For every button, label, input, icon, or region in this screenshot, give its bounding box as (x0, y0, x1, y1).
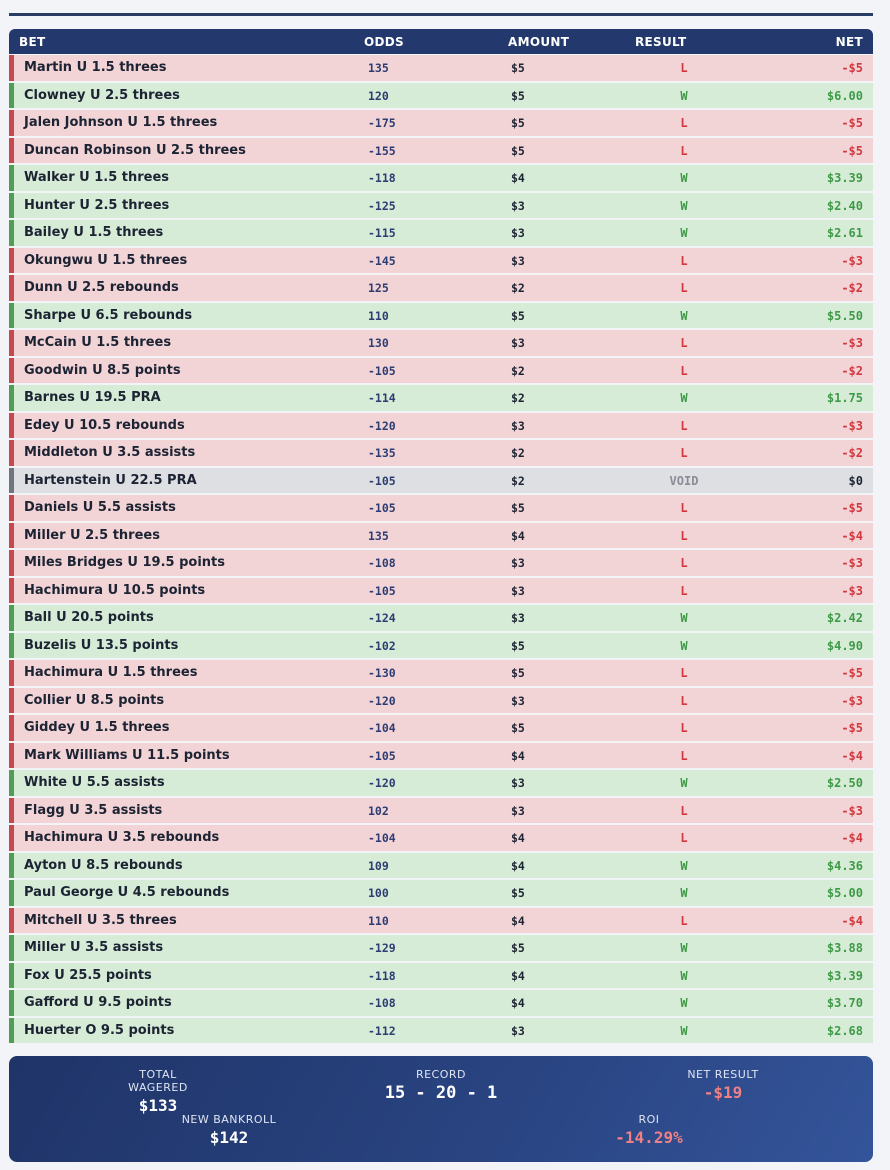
bet-cell: Mark Williams U 11.5 points (24, 747, 230, 763)
bet-cell: Miles Bridges U 19.5 points (24, 555, 225, 570)
table-row (9, 468, 873, 494)
net-result-value: -$19 (703, 1083, 743, 1102)
amount-cell: $4 (511, 748, 525, 763)
bet-cell: Walker U 1.5 threes (24, 170, 170, 185)
net-cell: -$4 (841, 913, 863, 928)
result-cell: L (680, 528, 688, 543)
odds-cell: 109 (368, 858, 389, 873)
bet-cell: Edey U 10.5 rebounds (24, 417, 185, 433)
table-row (9, 330, 873, 356)
result-cell: W (680, 226, 688, 240)
roi-label: ROI (638, 1113, 660, 1126)
amount-cell: $4 (511, 171, 525, 185)
table-row (9, 275, 873, 301)
net-cell: -$3 (841, 803, 863, 818)
odds-cell: 135 (368, 528, 389, 543)
odds-cell: 135 (368, 61, 389, 75)
bet-cell: Jalen Johnson U 1.5 threes (24, 115, 218, 130)
amount-cell: $5 (511, 501, 525, 515)
bet-cell: Miller U 2.5 threes (24, 527, 160, 543)
odds-cell: -108 (368, 996, 396, 1010)
odds-cell: -120 (368, 418, 396, 433)
odds-cell: -130 (368, 666, 396, 680)
bet-cell: Huerter O 9.5 points (24, 1022, 175, 1038)
net-cell: -$5 (841, 61, 863, 75)
odds-cell: -145 (368, 253, 396, 268)
bet-cell: Giddey U 1.5 threes (24, 720, 170, 735)
table-row (9, 248, 873, 274)
table-row (9, 853, 873, 879)
total-wagered-label: TOTAL WAGERED (128, 1068, 188, 1094)
result-cell: W (680, 1023, 688, 1038)
bet-cell: Gafford U 9.5 points (24, 995, 172, 1010)
odds-cell: -129 (368, 941, 396, 955)
result-cell: L (680, 253, 688, 268)
bet-cell: Barnes U 19.5 PRA (24, 390, 161, 405)
amount-cell: $5 (511, 61, 525, 75)
bet-cell: Daniels U 5.5 assists (24, 500, 176, 515)
odds-cell: -105 (368, 501, 396, 515)
result-cell: L (680, 61, 688, 75)
bet-cell: Hunter U 2.5 threes (24, 197, 170, 213)
total-wagered-stat (108, 1068, 208, 1115)
amount-cell: $2 (511, 363, 525, 378)
table-row (9, 220, 873, 246)
result-cell: L (680, 693, 688, 708)
new-bankroll-stat (169, 1113, 289, 1147)
net-cell: $2.50 (826, 776, 863, 790)
net-cell: $4.36 (826, 858, 863, 873)
summary-panel (9, 1056, 873, 1162)
result-cell: W (680, 941, 688, 955)
net-cell: $6.00 (826, 88, 863, 103)
header-net: NET (835, 35, 863, 49)
result-cell: L (680, 803, 688, 818)
record-stat (341, 1068, 541, 1103)
result-cell: VOID (669, 473, 699, 488)
bet-cell: Martin U 1.5 threes (24, 60, 167, 75)
amount-cell: $3 (511, 583, 525, 598)
table-row (9, 605, 873, 631)
header-result: RESULT (635, 35, 687, 49)
table-row (9, 440, 873, 466)
amount-cell: $3 (511, 336, 525, 350)
net-cell: $3.88 (826, 941, 863, 955)
table-row (9, 578, 873, 604)
result-cell: W (680, 391, 688, 405)
header-amount: AMOUNT (508, 35, 570, 49)
bet-cell: Buzelis U 13.5 points (24, 637, 179, 653)
net-cell: -$3 (841, 336, 863, 350)
amount-cell: $5 (511, 666, 525, 680)
net-cell: $5.50 (826, 308, 863, 323)
odds-cell: -118 (368, 171, 396, 185)
net-cell: -$4 (841, 748, 863, 763)
amount-cell: $4 (511, 858, 525, 873)
net-cell: -$5 (841, 143, 863, 158)
result-cell: L (680, 143, 688, 158)
bet-cell: Hachimura U 1.5 threes (24, 665, 198, 680)
bet-cell: Sharpe U 6.5 rebounds (24, 307, 193, 323)
result-cell: L (680, 281, 688, 295)
table-row (9, 550, 873, 576)
odds-cell: -175 (368, 116, 396, 130)
result-cell: L (680, 666, 688, 680)
net-cell: -$3 (841, 693, 863, 708)
amount-cell: $5 (511, 88, 525, 103)
odds-cell: 110 (368, 913, 389, 928)
bet-cell: White U 5.5 assists (24, 775, 165, 790)
net-cell: $2.68 (826, 1023, 863, 1038)
net-cell: $2.42 (826, 611, 863, 625)
header-odds: ODDS (364, 35, 404, 49)
result-cell: W (680, 308, 688, 323)
bet-cell: Ayton U 8.5 rebounds (24, 857, 183, 873)
table-row (9, 798, 873, 824)
record-value: 15 - 20 - 1 (384, 1083, 498, 1103)
bet-cell: Hachimura U 3.5 rebounds (24, 830, 220, 845)
net-cell: -$3 (841, 556, 863, 570)
bet-cell: Middleton U 3.5 assists (24, 445, 196, 460)
result-cell: W (680, 968, 688, 983)
table-row (9, 963, 873, 989)
table-row (9, 495, 873, 521)
odds-cell: -120 (368, 776, 396, 790)
bet-cell: Bailey U 1.5 threes (24, 225, 164, 240)
bet-cell: Paul George U 4.5 rebounds (24, 885, 230, 900)
odds-cell: -118 (368, 968, 396, 983)
table-row (9, 935, 873, 961)
table-row (9, 743, 873, 769)
amount-cell: $5 (511, 308, 525, 323)
odds-cell: -114 (368, 391, 396, 405)
table-row (9, 825, 873, 851)
result-cell: W (680, 996, 688, 1010)
bet-cell: Hachimura U 10.5 points (24, 582, 206, 598)
result-cell: L (680, 501, 688, 515)
table-row (9, 110, 873, 136)
odds-cell: -124 (368, 611, 396, 625)
table-row (9, 633, 873, 659)
bet-cell: Fox U 25.5 points (24, 967, 152, 983)
result-cell: L (680, 116, 688, 130)
net-cell: $3.70 (826, 996, 863, 1010)
result-cell: W (680, 88, 688, 103)
net-cell: $2.61 (826, 226, 863, 240)
result-cell: W (680, 858, 688, 873)
odds-cell: 110 (368, 308, 389, 323)
result-cell: W (680, 776, 688, 790)
odds-cell: -105 (368, 748, 396, 763)
amount-cell: $5 (511, 638, 525, 653)
odds-cell: 120 (368, 88, 389, 103)
bet-cell: Ball U 20.5 points (24, 610, 154, 625)
table-header (9, 29, 873, 54)
net-cell: $1.75 (826, 391, 863, 405)
odds-cell: 130 (368, 336, 389, 350)
net-cell: -$4 (841, 528, 863, 543)
odds-cell: -108 (368, 556, 396, 570)
amount-cell: $4 (511, 996, 525, 1010)
roi-value: -14.29% (615, 1128, 683, 1147)
amount-cell: $3 (511, 803, 525, 818)
bet-cell: Clowney U 2.5 threes (24, 87, 180, 103)
result-cell: L (680, 336, 688, 350)
odds-cell: -135 (368, 446, 396, 460)
result-cell: L (680, 556, 688, 570)
odds-cell: -102 (368, 638, 396, 653)
amount-cell: $3 (511, 776, 525, 790)
odds-cell: -104 (368, 721, 396, 735)
table-row (9, 908, 873, 934)
new-bankroll-label: NEW BANKROLL (181, 1113, 277, 1126)
table-row (9, 138, 873, 164)
bet-cell: Goodwin U 8.5 points (24, 362, 181, 378)
odds-cell: -155 (368, 143, 396, 158)
net-cell: -$3 (841, 418, 863, 433)
odds-cell: -104 (368, 831, 396, 845)
table-row (9, 1018, 873, 1044)
amount-cell: $4 (511, 913, 525, 928)
table-row (9, 770, 873, 796)
table-row (9, 990, 873, 1016)
header-bet: BET (19, 35, 46, 49)
bet-cell: Flagg U 3.5 assists (24, 802, 163, 818)
amount-cell: $4 (511, 968, 525, 983)
result-cell: L (680, 583, 688, 598)
amount-cell: $2 (511, 281, 525, 295)
result-cell: L (680, 913, 688, 928)
amount-cell: $3 (511, 1023, 525, 1038)
bets-table-body (9, 55, 873, 1045)
result-cell: W (680, 198, 688, 213)
result-cell: L (680, 721, 688, 735)
result-cell: W (680, 886, 688, 900)
table-row (9, 880, 873, 906)
net-cell: -$3 (841, 253, 863, 268)
result-cell: W (680, 638, 688, 653)
net-result-label: NET RESULT (687, 1068, 759, 1081)
amount-cell: $2 (511, 473, 525, 488)
amount-cell: $3 (511, 611, 525, 625)
net-cell: -$5 (841, 501, 863, 515)
amount-cell: $5 (511, 941, 525, 955)
odds-cell: -105 (368, 473, 396, 488)
net-cell: -$4 (841, 831, 863, 845)
table-row (9, 688, 873, 714)
amount-cell: $5 (511, 116, 525, 130)
net-cell: -$3 (841, 583, 863, 598)
result-cell: W (680, 611, 688, 625)
net-cell: -$5 (841, 666, 863, 680)
record-label: RECORD (415, 1068, 467, 1081)
amount-cell: $5 (511, 886, 525, 900)
net-cell: $2.40 (826, 198, 863, 213)
amount-cell: $5 (511, 143, 525, 158)
result-cell: L (680, 748, 688, 763)
net-cell: $3.39 (826, 968, 863, 983)
new-bankroll-value: $142 (209, 1128, 249, 1147)
net-cell: $4.90 (826, 638, 863, 653)
bet-cell: McCain U 1.5 threes (24, 335, 172, 350)
net-result-stat (673, 1068, 773, 1102)
net-cell: -$2 (841, 281, 863, 295)
bet-cell: Duncan Robinson U 2.5 threes (24, 142, 246, 158)
bet-cell: Okungwu U 1.5 threes (24, 252, 188, 268)
odds-cell: -125 (368, 198, 396, 213)
net-cell: $3.39 (826, 171, 863, 185)
amount-cell: $2 (511, 446, 525, 460)
net-cell: -$2 (841, 446, 863, 460)
bet-cell: Miller U 3.5 assists (24, 940, 164, 955)
table-row (9, 358, 873, 384)
odds-cell: -115 (368, 226, 396, 240)
table-row (9, 413, 873, 439)
odds-cell: 100 (368, 886, 389, 900)
odds-cell: -112 (368, 1023, 396, 1038)
result-cell: W (680, 171, 688, 185)
net-cell: -$5 (841, 721, 863, 735)
top-divider (9, 13, 873, 16)
amount-cell: $3 (511, 418, 525, 433)
table-row (9, 193, 873, 219)
amount-cell: $4 (511, 831, 525, 845)
amount-cell: $3 (511, 556, 525, 570)
amount-cell: $3 (511, 693, 525, 708)
table-row (9, 165, 873, 191)
table-row (9, 303, 873, 329)
odds-cell: -120 (368, 693, 396, 708)
odds-cell: -105 (368, 363, 396, 378)
amount-cell: $4 (511, 528, 525, 543)
result-cell: L (680, 446, 688, 460)
total-wagered-value: $133 (138, 1096, 178, 1115)
odds-cell: 102 (368, 803, 389, 818)
net-cell: $5.00 (826, 886, 863, 900)
net-cell: -$5 (841, 116, 863, 130)
amount-cell: $3 (511, 253, 525, 268)
bet-cell: Collier U 8.5 points (24, 692, 165, 708)
amount-cell: $3 (511, 198, 525, 213)
table-row (9, 385, 873, 411)
bet-cell: Dunn U 2.5 rebounds (24, 280, 179, 295)
amount-cell: $2 (511, 391, 525, 405)
bet-cell: Hartenstein U 22.5 PRA (24, 472, 197, 488)
amount-cell: $3 (511, 226, 525, 240)
result-cell: L (680, 363, 688, 378)
table-row (9, 715, 873, 741)
amount-cell: $5 (511, 721, 525, 735)
result-cell: L (680, 831, 688, 845)
roi-stat (579, 1113, 719, 1147)
net-cell: $0 (848, 473, 863, 488)
table-row (9, 523, 873, 549)
table-row (9, 83, 873, 109)
result-cell: L (680, 418, 688, 433)
odds-cell: 125 (368, 281, 389, 295)
odds-cell: -105 (368, 583, 396, 598)
net-cell: -$2 (841, 363, 863, 378)
table-row (9, 55, 873, 81)
bet-cell: Mitchell U 3.5 threes (24, 912, 177, 928)
table-row (9, 660, 873, 686)
